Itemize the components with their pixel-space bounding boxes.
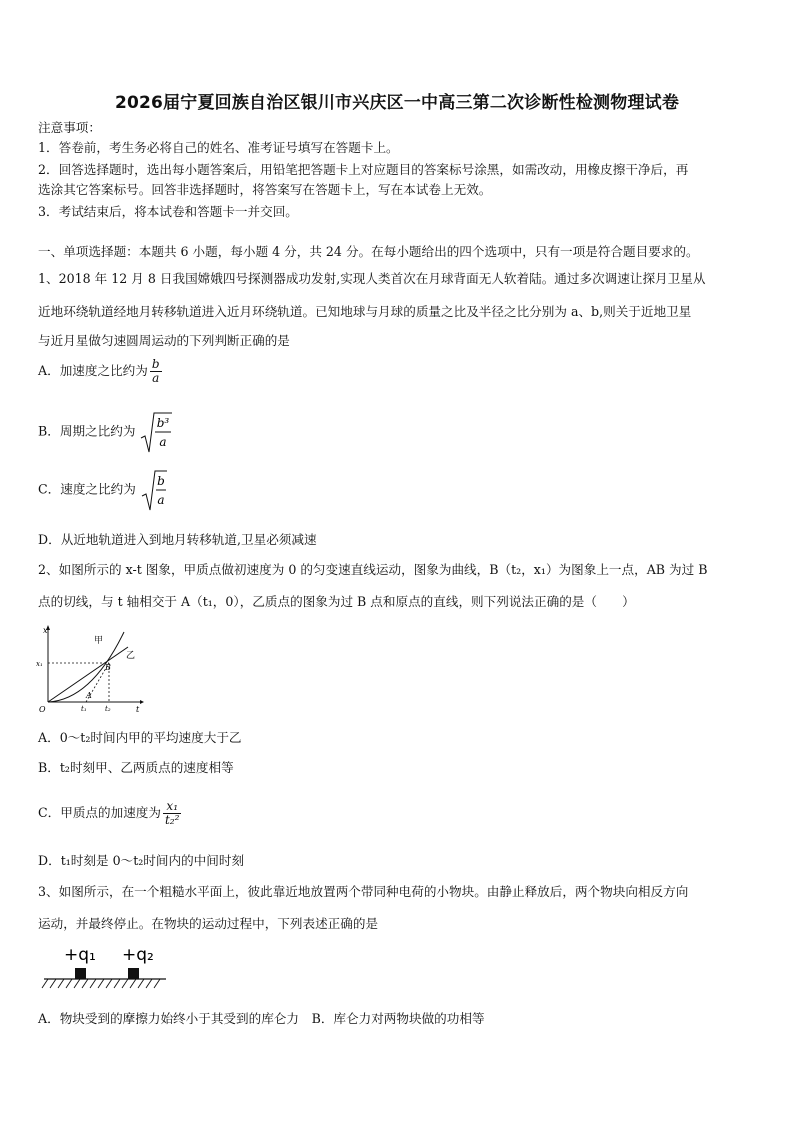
hatch-stroke (42, 979, 48, 988)
q3-options-ab: A．物块受到的摩擦力始终小于其受到的库仑力 B．库仑力对两物块做的功相等 (38, 1011, 485, 1026)
x-axis-label: x (43, 626, 48, 635)
hatch-stroke (66, 979, 72, 988)
yi-label: 乙 (126, 651, 136, 661)
q2-charge-label: +q₂ (122, 945, 154, 965)
xt-graph-figure (36, 622, 146, 714)
origin-label: O (39, 705, 46, 714)
q3-text-2: 运动，并最终停止。在物块的运动过程中，下列表述正确的是 (38, 916, 379, 931)
q2-c-numerator: x₁ (166, 799, 178, 813)
hatch-stroke (50, 979, 56, 988)
q1-option-c-sqrt (140, 468, 168, 512)
exam-title: 2026届宁夏回族自治区银川市兴庆区一中高三第二次诊断性检测物理试卷 (114, 93, 680, 113)
q1-option-b (38, 410, 173, 454)
jia-label: 甲 (94, 636, 104, 646)
hatch-stroke (74, 979, 80, 988)
ground-hatching (42, 979, 160, 988)
q2-option-c (38, 800, 181, 827)
q1-option-a-label: A．加速度之比约为 (38, 363, 148, 378)
notice-item-3: 3．考试结束后，将本试卷和答题卡一并交回。 (38, 204, 298, 219)
hatch-stroke (58, 979, 64, 988)
q1-c-denominator: a (157, 493, 165, 507)
hatch-stroke (106, 979, 112, 988)
q1-text-1: 1、2018 年 12 月 8 日我国嫦娥四号探测器成功发射,实现人类首次在月球背面无人软着陆。通过多次调速让探月卫星从 (38, 271, 706, 286)
q2-option-c-label: C．甲质点的加速度为 (38, 805, 161, 820)
notice-heading: 注意事项： (38, 120, 101, 135)
q1-option-d: D．从近地轨道进入到地月转移轨道,卫星必须减速 (38, 532, 317, 547)
t2-label: t₂ (105, 705, 111, 713)
charges-figure (40, 940, 170, 994)
q2-option-a: A．0～t₂时间内甲的平均速度大于乙 (38, 730, 242, 745)
x1-label: x₁ (36, 660, 43, 668)
block-1 (75, 968, 86, 979)
t1-label: t₁ (81, 705, 87, 713)
block-2 (128, 968, 139, 979)
q1-b-denominator: a (159, 435, 168, 449)
q1-option-a-fraction (150, 358, 162, 385)
q1-c-numerator: b (156, 474, 165, 488)
hatch-stroke (138, 979, 144, 988)
q2-text-1: 2、如图所示的 x-t 图象，甲质点做初速度为 0 的匀变速直线运动，图象为曲线，B（t₂，x₁）为图象上一点，AB 为过 B (38, 562, 708, 577)
q1-charge-label: +q₁ (64, 945, 96, 965)
q1-option-c-label: C．速度之比约为 (38, 481, 136, 497)
hatch-stroke (146, 979, 152, 988)
notice-item-2: 2．回答选择题时，选出每小题答案后，用铅笔把答题卡上对应题目的答案标号涂黑，如需改动，用橡皮擦干净后，再 (38, 162, 689, 177)
q1-a-numerator: b (151, 357, 160, 371)
point-a-label: A (86, 691, 92, 700)
q2-option-b: B．t₂时刻甲、乙两质点的速度相等 (38, 760, 234, 775)
t-axis-arrow (140, 700, 144, 704)
hatch-stroke (130, 979, 136, 988)
q1-a-denominator: a (150, 371, 162, 385)
hatch-stroke (82, 979, 88, 988)
q2-option-c-fraction (163, 800, 181, 827)
q1-text-3: 与近月星做匀速圆周运动的下列判断正确的是 (38, 333, 290, 348)
q1-text-2: 近地环绕轨道经地月转移轨道进入近月环绕轨道。已知地球与月球的质量之比及半径之比分别为 a、b,则关于近地卫星 (38, 304, 692, 319)
q1-option-b-sqrt (139, 410, 173, 454)
q1-b-numerator: b³ (157, 416, 170, 430)
point-b-label: B (105, 663, 111, 672)
q2-text-2: 点的切线，与 t 轴相交于 A（t₁，0），乙质点的图象为过 B 点和原点的直线，则下列说法正确的是（ ） (38, 594, 635, 609)
hatch-stroke (154, 979, 160, 988)
q1-option-a (38, 358, 162, 385)
q3-text-1: 3、如图所示，在一个粗糙水平面上，彼此靠近地放置两个带同种电荷的小物块。由静止释放后，两个物块向相反方向 (38, 884, 689, 899)
q2-option-d: D．t₁时刻是 0～t₂时间内的中间时刻 (38, 853, 245, 868)
notice-item-1: 1．答卷前，考生务必将自己的姓名、准考证号填写在答题卡上。 (38, 140, 399, 155)
hatch-stroke (114, 979, 120, 988)
hatch-stroke (122, 979, 128, 988)
t-axis-label: t (136, 705, 140, 714)
q1-option-c (38, 468, 168, 512)
hatch-stroke (90, 979, 96, 988)
q2-c-denominator: t₂² (164, 813, 180, 827)
notice-item-2-cont: 选涂其它答案标号。回答非选择题时，将答案写在答题卡上，写在本试卷上无效。 (38, 182, 492, 197)
section-1-heading: 一、单项选择题：本题共 6 小题，每小题 4 分，共 24 分。在每小题给出的四个选项中，只有一项是符合题目要求的。 (38, 244, 699, 259)
hatch-stroke (98, 979, 104, 988)
q1-option-b-label: B．周期之比约为 (38, 423, 136, 439)
